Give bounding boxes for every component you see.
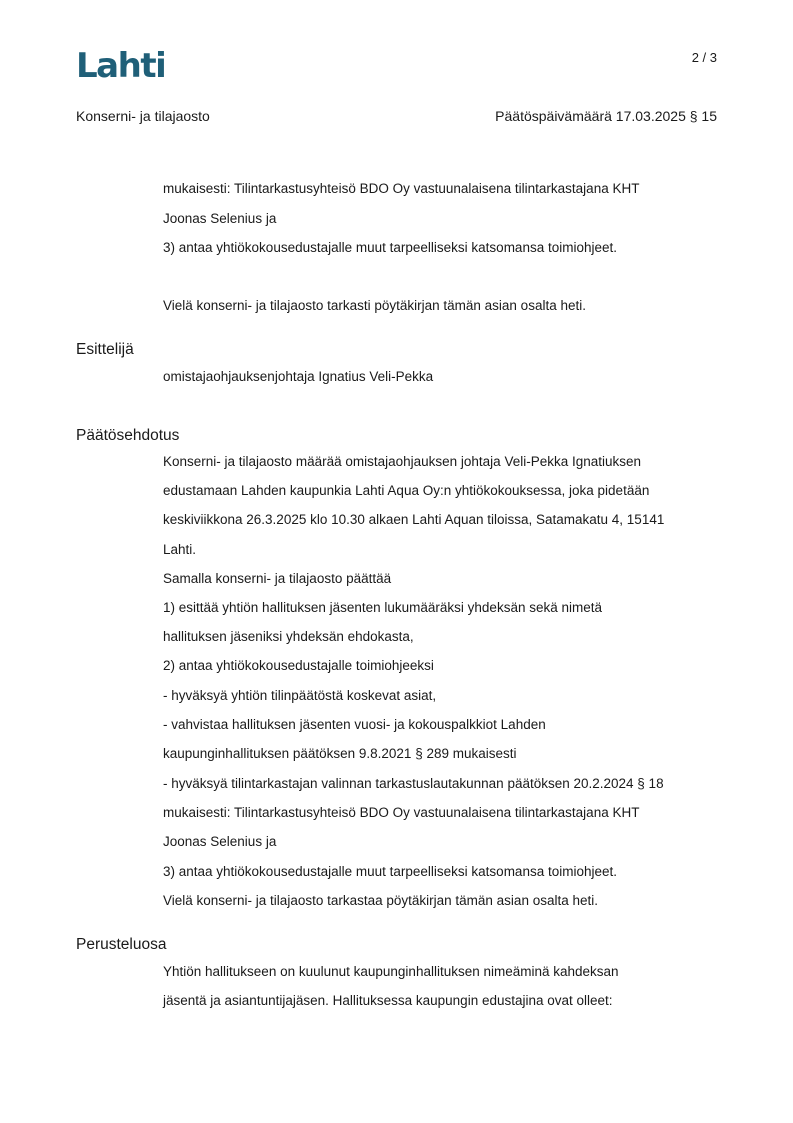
paatosehdotus-line: - vahvistaa hallituksen jäsenten vuosi- ja kokouspalkkiot Lahden [163,717,546,732]
paatosehdotus-line: 2) antaa yhtiökokousedustajalle toimiohjeeksi [163,658,434,673]
lahti-logo [76,46,168,84]
paatosehdotus-line: Konserni- ja tilajaosto määrää omistajaohjauksen johtaja Veli-Pekka Ignatiuksen [163,454,642,469]
paatosehdotus-line: hallituksen jäseniksi yhdeksän ehdokasta, [163,629,414,644]
paatosehdotus-line: Lahti. [163,542,197,557]
paatosehdotus-line: 3) antaa yhtiökokousedustajalle muut tarpeelliseksi katsomansa toimiohjeet. [163,864,617,879]
heading-esittelija: Esittelijä [76,341,134,358]
intro-line: Vielä konserni- ja tilajaosto tarkasti pöytäkirjan tämän asian osalta heti. [163,298,586,313]
paatosehdotus-line: - hyväksyä tilintarkastajan valinnan tarkastuslautakunnan päätöksen 20.2.2024 § 18 [163,776,664,791]
header-decision-date: Päätöspäivämäärä 17.03.2025 § 15 [495,108,717,124]
paatosehdotus-line: mukaisesti: Tilintarkastusyhteisö BDO Oy vastuunalaisena tilintarkastajana KHT [163,805,640,820]
esittelija-text: omistajaohjauksenjohtaja Ignatius Veli-Pekka [163,369,434,384]
perusteluosa-line: jäsentä ja asiantuntijajäsen. Hallituksessa kaupungin edustajina ovat olleet: [163,993,613,1008]
paatosehdotus-line: Joonas Selenius ja [163,834,277,849]
paatosehdotus-line: keskiviikkona 26.3.2025 klo 10.30 alkaen Lahti Aquan tiloissa, Satamakatu 4, 15141 [163,512,665,527]
paatosehdotus-line: - hyväksyä yhtiön tilinpäätöstä koskevat asiat, [163,688,437,703]
paatosehdotus-line: edustamaan Lahden kaupunkia Lahti Aqua Oy:n yhtiökokouksessa, joka pidetään [163,483,650,498]
logo-text: Lahti [76,46,166,84]
page-number: 2 / 3 [691,50,717,65]
header-committee: Konserni- ja tilajaosto [76,108,210,124]
heading-perusteluosa: Perusteluosa [76,936,167,953]
paatosehdotus-line: kaupunginhallituksen päätöksen 9.8.2021 § 289 mukaisesti [163,746,517,761]
intro-line: 3) antaa yhtiökokousedustajalle muut tarpeelliseksi katsomansa toimiohjeet. [163,240,617,255]
perusteluosa-line: Yhtiön hallitukseen on kuulunut kaupunginhallituksen nimeäminä kahdeksan [163,964,619,979]
intro-line: Joonas Selenius ja [163,211,277,226]
heading-paatosehdotus: Päätösehdotus [76,427,180,444]
paatosehdotus-line: Vielä konserni- ja tilajaosto tarkastaa pöytäkirjan tämän asian osalta heti. [163,893,598,908]
paatosehdotus-line: Samalla konserni- ja tilajaosto päättää [163,571,392,586]
intro-line: mukaisesti: Tilintarkastusyhteisö BDO Oy vastuunalaisena tilintarkastajana KHT [163,181,640,196]
paatosehdotus-line: 1) esittää yhtiön hallituksen jäsenten lukumääräksi yhdeksän sekä nimetä [163,600,602,615]
